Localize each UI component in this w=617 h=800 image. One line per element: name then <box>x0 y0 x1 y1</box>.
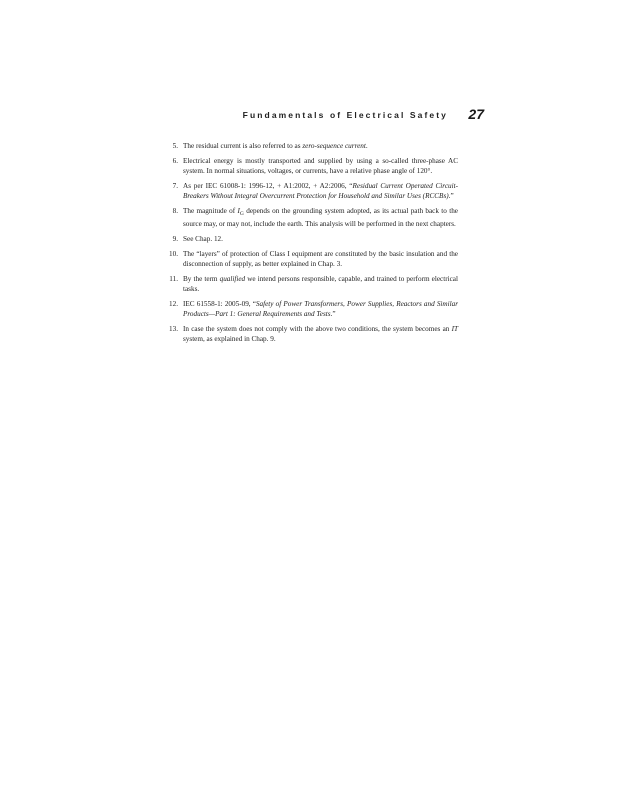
note-number: 5. <box>172 142 178 150</box>
note-number: 9. <box>172 235 178 243</box>
endnote <box>166 206 458 229</box>
note-text: See Chap. 12. <box>183 235 223 243</box>
note-number: 10. <box>169 250 178 258</box>
endnote <box>166 324 458 344</box>
note-emphasis: zero-sequence current <box>302 142 366 150</box>
note-text: As per IEC 61008-1: 1996-12, + A1:2002, + A2:2006, “Residual Current Operated Circuit-Breakers Without Integral Overcurrent Protection for Household and Similar Uses (RCCBs).” <box>183 182 458 200</box>
variable-subscript: G <box>239 211 244 217</box>
note-text: Electrical energy is mostly transported and supplied by using a so-called three-phase AC system. In normal situations, voltages, or currents, have a relative phase angle of 120°. <box>183 157 458 175</box>
endnote <box>166 141 458 151</box>
note-emphasis: IT <box>451 325 458 333</box>
endnote <box>166 299 458 319</box>
endnote <box>166 181 458 201</box>
page-number: 27 <box>468 106 484 122</box>
note-number: 12. <box>169 300 178 308</box>
endnote <box>166 249 458 269</box>
note-emphasis: qualified <box>219 275 246 283</box>
note-text: The magnitude of $I_G$ depends on the grounding system adopted, as its actual path back to the source may, or may not, include the earth. This analysis will be performed in the next chapters. <box>183 207 458 228</box>
running-title: Fundamentals of Electrical Safety <box>242 110 448 120</box>
endnotes-list <box>166 141 458 349</box>
note-text: By the term qualified we intend persons responsible, capable, and trained to perform electrical tasks. <box>183 275 458 293</box>
note-number: 6. <box>172 157 178 165</box>
note-number: 13. <box>169 325 178 333</box>
note-text: In case the system does not comply with the above two conditions, the system becomes an IT system, as explained in Chap. 9. <box>183 325 458 343</box>
endnote <box>166 156 458 176</box>
note-emphasis: Residual Current Operated Circuit-Breakers Without Integral Overcurrent Protection for Household and Similar Uses (RCCBs) <box>183 182 458 200</box>
note-text: The “layers” of protection of Class I equipment are constituted by the basic insulation and the disconnection of supply, as better explained in Chap. 3. <box>183 250 458 268</box>
note-text: The residual current is also referred to as zero-sequence current. <box>183 142 368 150</box>
note-number: 8. <box>172 207 178 215</box>
endnote <box>166 234 458 244</box>
variable-symbol: I <box>237 207 240 215</box>
page-header <box>166 107 486 125</box>
note-number: 7. <box>172 182 178 190</box>
endnote <box>166 274 458 294</box>
note-number: 11. <box>169 275 178 283</box>
note-text: IEC 61558-1: 2005-09, “Safety of Power Transformers, Power Supplies, Reactors and Similar Products—Part 1: General Requirements and Tests.” <box>183 300 458 318</box>
note-emphasis: Safety of Power Transformers, Power Supplies, Reactors and Similar Products—Part 1: General Requirements and Tests <box>183 300 458 318</box>
